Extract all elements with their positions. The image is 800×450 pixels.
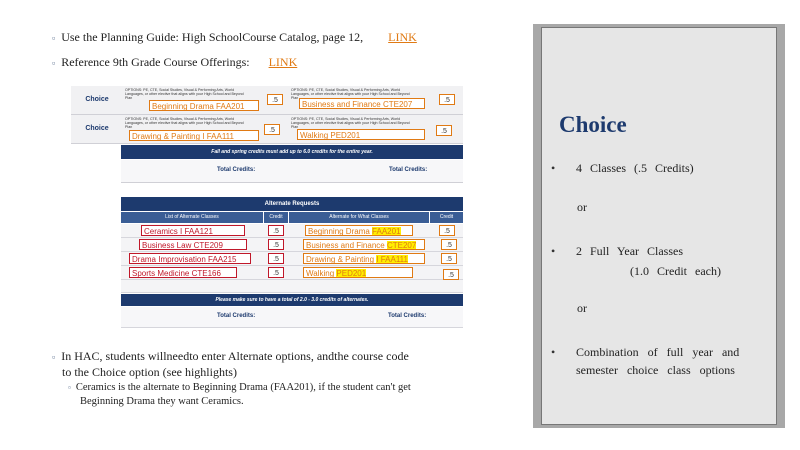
choice-label: Choice [85, 96, 109, 103]
sub-text-1: Ceramics is the alternate to Beginning Drama (FAA201), if the student can't get [75, 382, 411, 393]
panel-item-3: Combination of full year and [576, 345, 740, 359]
alt-note-bar: Please make sure to have a total of 2.0 - 3.0 credits of alternates. [121, 294, 463, 306]
sub-line-2: Beginning Drama they want Ceramics. [80, 396, 244, 407]
credit-field[interactable]: .5 [436, 125, 452, 136]
alt-for-credit-field[interactable]: .5 [443, 269, 459, 280]
hac-text-1: In HAC, students willneedto enter Alternate options, andthe course code [61, 349, 409, 363]
alt-for-credit-field[interactable]: .5 [439, 225, 455, 236]
alt-row [121, 224, 463, 238]
offerings-link[interactable]: LINK [268, 55, 298, 69]
bullet-icon: ▫ [52, 352, 56, 362]
alt-for-name: Beginning Drama [308, 227, 373, 236]
options-text: OPTIONS: PE, CTE, Social Studies, Visual & Performing Arts, World Languages, or other elective that aligns with your High School and Beyond Plan [125, 117, 244, 130]
course-field[interactable]: Beginning Drama FAA201 [149, 100, 259, 111]
choice-panel [533, 24, 785, 428]
highlighted-code: I FAA111 [376, 255, 408, 264]
col-alt-for: Alternate for What Classes [289, 212, 429, 223]
options-text: OPTIONS: PE, CTE, Social Studies, Visual & Performing Arts, World Languages, or other elective that aligns with your High School and Beyond Plan [291, 88, 410, 101]
intro-line-2 [52, 55, 297, 70]
hac-line-1 [52, 349, 492, 365]
panel-item-1: 4 Classes (.5 Credits) [576, 161, 694, 175]
panel-or-1: or [577, 200, 587, 214]
sub-line-1 [68, 381, 488, 395]
panel-item-2: 2 Full Year Classes [576, 244, 684, 258]
options-text: OPTIONS: PE, CTE, Social Studies, Visual & Performing Arts, World Languages, or other elective that aligns with your High School and Beyond Plan [125, 88, 244, 101]
alt-for-name: Walking [306, 269, 337, 278]
credit-field[interactable]: .5 [267, 94, 283, 105]
alt-credit-field[interactable]: .5 [268, 267, 284, 278]
alt-row [121, 266, 463, 280]
intro-line-1 [52, 30, 417, 45]
bullet-icon: ▫ [52, 58, 56, 68]
hac-line-2: to the Choice option (see highlights) [62, 365, 237, 379]
total-row [121, 160, 463, 183]
alt-total-row [121, 307, 463, 328]
total-label: Total Credits: [217, 313, 256, 319]
alt-row [121, 238, 463, 252]
alt-class-field[interactable]: Ceramics I FAA121 [141, 225, 245, 236]
options-text: OPTIONS: PE, CTE, Social Studies, Visual & Performing Arts, World Languages, or other elective that aligns with your High School and Beyond Plan [291, 117, 410, 130]
col-credit: Credit [264, 212, 288, 223]
panel-or-2: or [577, 301, 587, 315]
col-credit-2: Credit [430, 212, 463, 223]
intro-text-2: Reference 9th Grade Course Offerings: [61, 55, 250, 69]
credit-field[interactable]: .5 [439, 94, 455, 105]
alt-for-credit-field[interactable]: .5 [441, 253, 457, 264]
choice-panel-inner [541, 27, 777, 425]
alt-class-field[interactable]: Drama Improvisation FAA215 [129, 253, 251, 264]
alt-for-field[interactable] [303, 239, 425, 250]
alt-for-name: Drawing & Painting [306, 255, 377, 264]
total-label: Total Credits: [389, 167, 428, 173]
course-field[interactable]: Walking PED201 [297, 129, 425, 140]
course-field[interactable]: Business and Finance CTE207 [299, 98, 425, 109]
total-label: Total Credits: [388, 313, 427, 319]
alt-credit-field[interactable]: .5 [268, 253, 284, 264]
choice-label: Choice [85, 125, 109, 132]
catalog-link[interactable]: LINK [388, 30, 417, 44]
bullet-icon: • [551, 345, 556, 359]
intro-text-1: Use the Planning Guide: High SchoolCourse Catalog, page 12, [61, 30, 364, 44]
alt-credit-field[interactable]: .5 [268, 239, 284, 250]
alt-for-field[interactable] [305, 225, 413, 236]
alt-row [121, 252, 463, 266]
alt-class-field[interactable]: Business Law CTE209 [139, 239, 247, 250]
alt-table-title: Alternate Requests [121, 197, 463, 211]
alt-row-empty [121, 280, 463, 293]
total-label: Total Credits: [217, 167, 256, 173]
hac-instructions [52, 349, 492, 380]
col-alt-classes: List of Alternate Classes [121, 212, 263, 223]
highlighted-code: PED201 [336, 269, 367, 278]
bullet-icon: • [551, 161, 556, 175]
alt-for-name: Business and Finance [306, 241, 387, 250]
alt-credit-field[interactable]: .5 [268, 225, 284, 236]
alt-for-field[interactable] [303, 267, 413, 278]
bullet-icon: ▫ [52, 33, 56, 43]
credits-note-bar: Fall and spring credits must add up to 6.0 credits for the entire year. [121, 145, 463, 159]
alt-for-credit-field[interactable]: .5 [441, 239, 457, 250]
course-field[interactable]: Drawing & Painting I FAA111 [129, 130, 259, 141]
alternate-requests-table [121, 197, 463, 327]
highlighted-code: CTE207 [386, 241, 417, 250]
choice-row-2 [71, 115, 463, 144]
credit-field[interactable]: .5 [264, 124, 280, 135]
choice-row-1 [71, 86, 463, 115]
alt-for-field[interactable] [303, 253, 425, 264]
bullet-icon: • [551, 244, 556, 258]
panel-item-3-sub: semester choice class options [576, 363, 735, 377]
hac-sub-bullet [68, 381, 488, 409]
highlighted-code: FAA201 [372, 227, 401, 236]
alt-class-field[interactable]: Sports Medicine CTE166 [129, 267, 237, 278]
panel-title: Choice [559, 112, 627, 137]
panel-item-2-sub: (1.0 Credit each) [630, 264, 721, 278]
bullet-icon: ▫ [68, 383, 71, 392]
